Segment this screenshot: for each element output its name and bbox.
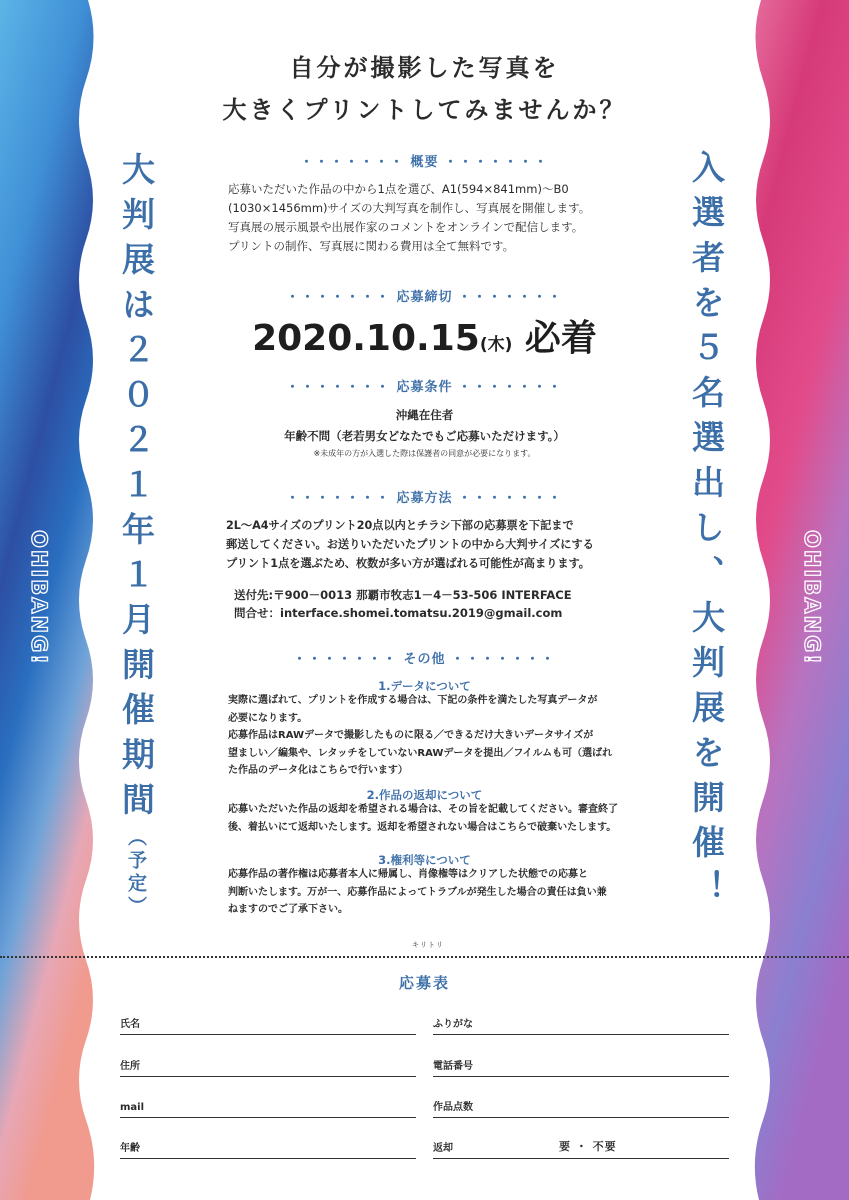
deadline-heading: ・・・・・・・ 応募締切 ・・・・・・・ bbox=[285, 290, 564, 305]
age-label: 年齢 bbox=[120, 1143, 140, 1154]
name-field[interactable] bbox=[120, 1012, 416, 1035]
other-heading: ・・・・・・・ その他 ・・・・・・・ bbox=[292, 652, 557, 667]
headline-line-2: 大きくプリントしてみませんか？ bbox=[222, 96, 627, 124]
conditions-line-1: 沖縄在住者 bbox=[395, 408, 454, 422]
count-field[interactable] bbox=[433, 1095, 729, 1118]
logo-right: OHIBANG! bbox=[800, 530, 824, 666]
mail-label: mail bbox=[120, 1102, 145, 1113]
deadline-title: 応募締切 bbox=[396, 290, 453, 305]
left-vertical-text bbox=[117, 152, 156, 919]
method-title: 応募方法 bbox=[396, 491, 453, 506]
other-item-2-text: 応募いただいた作品の返却を希望される場合は、その旨を記載してください。審査終了 後、着払いにて返却いたします。返却を希望されない場合はこちらで破棄いたします。 bbox=[228, 804, 618, 833]
logo-left: OHIBANG! bbox=[27, 530, 51, 666]
other-item-1-text: 実際に選ばれて、プリントを作成する場合は、下記の条件を満たした写真データが 必要になります。 応募作品はRAWデータで撮影したものに限る／できるだけ大きいデータサイズが 望ましい／編集や、レタッチをしていないRAWデータを提出／フイルムも可（選ばれ た作品のデータ化はこちらで行います） bbox=[228, 695, 613, 776]
other-item-2-title: 2.作品の返却について bbox=[366, 788, 483, 802]
other-item-3-text: 応募作品の著作権は応募者本人に帰属し、肖像権等はクリアした状態での応募と 判断いたします。万が一、応募作品によってトラブルが発生した場合の責任は負い兼 ねますのでご了承下さい。 bbox=[228, 869, 607, 915]
name-label: 氏名 bbox=[120, 1019, 140, 1030]
deadline-date: 2020.10.15(木) 必着 bbox=[252, 318, 597, 359]
furigana-field[interactable] bbox=[433, 1012, 729, 1035]
other-item-3-title: 3.権利等について bbox=[378, 853, 471, 867]
conditions-note: ※未成年の方が入選した際は保護者の同意が必要になります。 bbox=[313, 449, 536, 458]
conditions-line-2: 年齢不問（老若男女どなたでもご応募いただけます。） bbox=[284, 429, 565, 443]
right-vertical-text: 入選者を５名選出し、大判展を開催！ bbox=[687, 150, 726, 915]
cut-line bbox=[0, 956, 849, 958]
address-field[interactable] bbox=[120, 1054, 416, 1077]
left-vertical-sub: （予定） bbox=[125, 827, 147, 919]
overview-text: 応募いただいた作品の中から1点を選び、A1(594×841mm)～B0 (1030×1456mm)サイズの大判写真を制作し、写真展を開催します。 写真展の展示風景や出展作家のコメントをオンラインで配信します。 プリントの制作、写真展に関わる費用は全て無料です。 bbox=[228, 182, 591, 253]
overview-title: 概要 bbox=[410, 155, 439, 170]
return-options[interactable]: 要 ・ 不要 bbox=[559, 1140, 617, 1153]
method-heading: ・・・・・・・ 応募方法 ・・・・・・・ bbox=[285, 491, 564, 506]
furigana-label: ふりがな bbox=[433, 1019, 473, 1030]
return-label: 返却 bbox=[433, 1143, 453, 1154]
overview-heading: ・・・・・・・ 概要 ・・・・・・・ bbox=[299, 155, 550, 170]
other-item-1-title: 1.データについて bbox=[378, 679, 471, 693]
headline-line-1: 自分が撮影した写真を bbox=[289, 54, 560, 82]
phone-label: 電話番号 bbox=[433, 1061, 473, 1072]
right-paint-art bbox=[749, 0, 849, 1200]
method-email: 問合せ：interface.shomei.tomatsu.2019@gmail.com bbox=[234, 606, 563, 620]
form-title: 応募表 bbox=[398, 974, 450, 992]
other-title: その他 bbox=[403, 652, 446, 667]
age-field[interactable] bbox=[120, 1136, 416, 1159]
conditions-heading: ・・・・・・・ 応募条件 ・・・・・・・ bbox=[285, 380, 564, 395]
count-label: 作品点数 bbox=[433, 1102, 473, 1113]
mail-field[interactable] bbox=[120, 1095, 416, 1118]
conditions-title: 応募条件 bbox=[396, 380, 453, 395]
cut-label: キリトリ bbox=[412, 941, 444, 949]
left-vertical-main: 大判展は２０２１年１月開催期間 bbox=[117, 152, 156, 827]
return-field[interactable] bbox=[433, 1136, 729, 1159]
address-label: 住所 bbox=[120, 1061, 140, 1072]
method-contact bbox=[234, 586, 634, 622]
method-text: 2L～A4サイズのプリント20点以内とチラシ下部の応募票を下記まで 郵送してください。お送りいただいたプリントの中から大判サイズにする プリント1点を選ぶため、枚数が多い方が選ばれる可能性が高まります。 bbox=[226, 519, 594, 570]
phone-field[interactable] bbox=[433, 1054, 729, 1077]
method-address: 送付先:〒900－0013 那覇市牧志1－4－53-506 INTERFACE bbox=[234, 588, 572, 602]
